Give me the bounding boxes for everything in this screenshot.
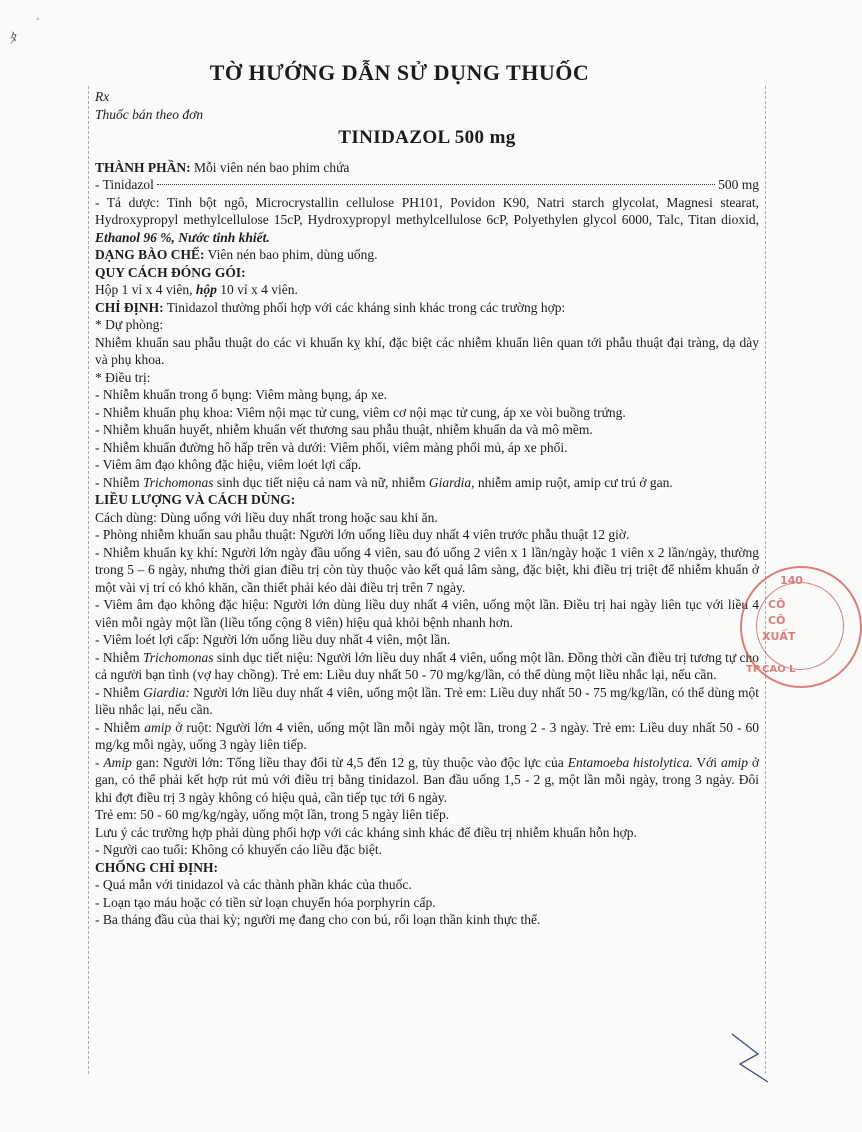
document-body xyxy=(95,88,759,929)
text-segment: Người lớn liều duy nhất 4 viên, uống một lần. Trẻ em: Liều duy nhất 50 - 75 mg/kg/lần, có thể dùng một liều nhắc lại, nếu cần. xyxy=(95,684,759,717)
stamp-text: 140 xyxy=(780,574,803,587)
indication-item: - Nhiễm khuẩn đường hô hấp trên và dưới: Viêm phổi, viêm màng phổi mủ, áp xe phổi. xyxy=(95,439,568,455)
text-segment: sinh dục tiết niệu: Người lớn liều duy nhất 4 viên, uống một lần. Đồng thời cần điều trị tương tự cho cả người bạn tình (vợ hay chồng). Trẻ em: Liều duy nhất 50 - 70 mg/kg/lần, có thể dùng một liều nhắc lại, nếu cần. xyxy=(95,649,760,682)
dosage-gingivitis: - Viêm loét lợi cấp: Người lớn uống liều duy nhất 4 viên, một lần. xyxy=(95,632,451,647)
dosage-amip-liver xyxy=(95,754,759,807)
packaging-text-a: Hộp 1 vỉ x 4 viên, xyxy=(95,282,193,297)
stamp-text: CÔ xyxy=(768,614,786,627)
text-segment-italic: amip xyxy=(144,719,172,735)
contraindication-item: - Quá mẫn với tinidazol và các thành phần khác của thuốc. xyxy=(95,877,412,892)
dosage-giardia xyxy=(95,684,759,719)
treatment-label: * Điều trị: xyxy=(95,369,151,385)
dotted-leader xyxy=(157,184,715,185)
prescription-note: Thuốc bán theo đơn xyxy=(95,106,204,122)
stamp-text: XUẤT xyxy=(762,630,796,643)
dosage-trichomonas xyxy=(95,649,759,684)
dosage-heading: LIỀU LƯỢNG VÀ CÁCH DÙNG: xyxy=(95,492,296,507)
text-segment: ở gan, có thể phải kết hợp rút mủ với điều trị bằng tinidazol. Ban đầu uống 1,5 - 2 g, một lần mỗi ngày, trong 3 ngày. Đôi khi đợt điều trị 3 ngày không có hiệu quả, cần tiếp tục tới 6 ngày. xyxy=(95,754,760,805)
excipients-text: - Tá dược: Tinh bột ngô, Microcrystallin cellulose PH101, Povidon K90, Natri starch glycolat, Magnesi stearat, Hydroxypropyl methylcellulose 15cP, Hydroxypropyl methylcellulose 6cP, Polyethylen glycol 6000, Talc, Titan dioxid, xyxy=(95,194,759,227)
indications-heading: CHỈ ĐỊNH: xyxy=(95,299,164,315)
text-segment: Với xyxy=(696,754,718,770)
dosage-prevention: - Phòng nhiễm khuẩn sau phẫu thuật: Người lớn uống liều duy nhất 4 viên trước phẫu thuật 12 giờ. xyxy=(95,527,630,542)
indication-item: - Nhiễm khuẩn phụ khoa: Viêm nội mạc tử cung, viêm cơ nội mạc tử cung, áp xe vòi buồng trứng. xyxy=(95,404,626,420)
composition-intro: Mỗi viên nén bao phim chứa xyxy=(194,159,350,175)
indication-item: - Nhiễm khuẩn huyết, nhiễm khuẩn vết thương sau phẫu thuật, nhiễm khuẩn da và mô mềm. xyxy=(95,422,593,437)
dosage-child: Trẻ em: 50 - 60 mg/kg/ngày, uống một lần, trong 5 ngày liên tiếp. xyxy=(95,807,450,822)
active-ingredient-amount: 500 mg xyxy=(718,177,759,192)
indications-heading-line xyxy=(95,299,759,317)
composition-heading: THÀNH PHẦN: xyxy=(95,159,191,175)
text-segment-italic: amip xyxy=(720,754,748,770)
indications-intro: Tinidazol thường phối hợp với các kháng sinh khác trong các trường hợp: xyxy=(166,299,566,315)
text-segment: nhiễm amip ruột, amip cư trú ở gan. xyxy=(477,474,673,490)
packaging-heading: QUY CÁCH ĐÓNG GÓI: xyxy=(95,264,246,280)
text-segment-italic: Giardia: xyxy=(143,684,190,700)
indication-item: - Viêm âm đạo không đặc hiệu, viêm loét lợi cấp. xyxy=(95,457,362,472)
prevention-text: Nhiễm khuẩn sau phẫu thuật do các vi khuẩn kỵ khí, đặc biệt các nhiễm khuẩn liên quan tới phẫu thuật đại tràng, dạ dày và phụ khoa. xyxy=(95,334,759,367)
excipients-italic-text: Ethanol 96 %, Nước tinh khiết. xyxy=(95,229,270,245)
active-ingredient-line xyxy=(95,176,759,194)
text-segment-italic: Entamoeba histolytica. xyxy=(567,754,693,770)
packaging-text-b: hộp xyxy=(195,282,217,297)
text-segment: gan: Người lớn: Tổng liều thay đổi từ 4,5 đến 12 g, tùy thuộc vào độc lực của xyxy=(135,754,564,770)
indication-item: - Nhiễm khuẩn trong ổ bụng: Viêm màng bụng, áp xe. xyxy=(95,387,388,402)
company-stamp xyxy=(740,566,862,688)
text-segment-italic: Trichomonas xyxy=(143,649,214,665)
text-segment: - Nhiễm xyxy=(95,719,141,735)
stamp-text: CÔ xyxy=(768,598,786,611)
active-ingredient-name: - Tinidazol xyxy=(95,177,154,192)
dosage-vaginitis: - Viêm âm đạo không đặc hiệu: Người lớn dùng liều duy nhất 4 viên, uống một lần. Điều trị hai ngày liên tục với liều 4 viên mỗi ngày một lần (liều tổng cộng 8 viên) hiệu quả khỏi bệnh nhanh hơn. xyxy=(95,597,759,630)
dosage-note: Lưu ý các trường hợp phải dùng phối hợp với các kháng sinh khác để điều trị nhiễm khuẩn hỗn hợp. xyxy=(95,824,637,840)
dosage-usage: Cách dùng: Dùng uống với liều duy nhất trong hoặc sau khi ăn. xyxy=(95,509,438,525)
rx-label: Rx xyxy=(95,89,110,104)
dosage-amip-gut xyxy=(95,719,759,754)
stamp-text: TP.CAO L xyxy=(746,664,796,675)
signature-mark xyxy=(728,1030,778,1086)
drug-name: TINIDAZOL 500 mg xyxy=(338,127,516,148)
composition-heading-line xyxy=(95,159,759,177)
contraindication-item: - Ba tháng đầu của thai kỳ; người mẹ đang cho con bú, rối loạn thần kinh thực thể. xyxy=(95,912,541,927)
contraindications-heading: CHỐNG CHỈ ĐỊNH: xyxy=(95,859,219,875)
prevention-label: * Dự phòng: xyxy=(95,317,164,332)
text-segment-italic: Trichomonas xyxy=(143,474,214,490)
dosage-form-text: Viên nén bao phim, dùng uống. xyxy=(207,247,378,262)
text-segment: - Nhiễm xyxy=(95,649,140,665)
contraindication-item: - Loạn tạo máu hoặc có tiền sử loạn chuyển hóa porphyrin cấp. xyxy=(95,894,436,910)
text-segment-italic: Amip xyxy=(103,754,132,770)
dosage-anaerobic: - Nhiễm khuẩn kỵ khí: Người lớn ngày đầu uống 4 viên, sau đó uống 2 viên x 1 lần/ngày hoặc 1 viên x 2 lần/ngày, thường trong 5 – 6 ngày, nhưng thời gian điều trị còn tùy thuộc vào kết quả lâm sàng, đặc biệt, khi điều trị triệt để nhiễm khuẩn ở một vài vị trí có khó khăn, cần thiết phải kéo dài điều trị trên 7 ngày. xyxy=(95,544,759,595)
dosage-elderly: - Người cao tuổi: Không có khuyến cáo liều đặc biệt. xyxy=(95,842,383,857)
dosage-form-line xyxy=(95,246,759,264)
text-segment: - Nhiễm xyxy=(95,474,140,490)
scan-artifact-icon: ﾀ xyxy=(10,32,17,47)
packaging-text-c: 10 vỉ x 4 viên. xyxy=(220,282,298,297)
scan-mark-dot: ◦ xyxy=(36,14,40,25)
text-segment: sinh dục tiết niệu cả nam và nữ, nhiễm xyxy=(216,474,426,490)
text-segment: - xyxy=(95,754,100,770)
text-segment: ở ruột: Người lớn 4 viên, uống một lần mỗi ngày một lần, trong 2 - 3 ngày. Trẻ em: Liều duy nhất 50 - 60 mg/kg mỗi ngày, uống 3 ngày liên tiếp. xyxy=(95,719,759,752)
text-segment: - Nhiễm xyxy=(95,684,140,700)
excipients-line xyxy=(95,194,759,247)
dosage-form-heading: DẠNG BÀO CHẾ: xyxy=(95,247,205,262)
packaging-line xyxy=(95,281,759,299)
document-title: TỜ HƯỚNG DẪN SỬ DỤNG THUỐC xyxy=(209,60,590,85)
text-segment-italic: Giardia, xyxy=(428,474,475,490)
indication-item-trichomonas xyxy=(95,474,759,492)
